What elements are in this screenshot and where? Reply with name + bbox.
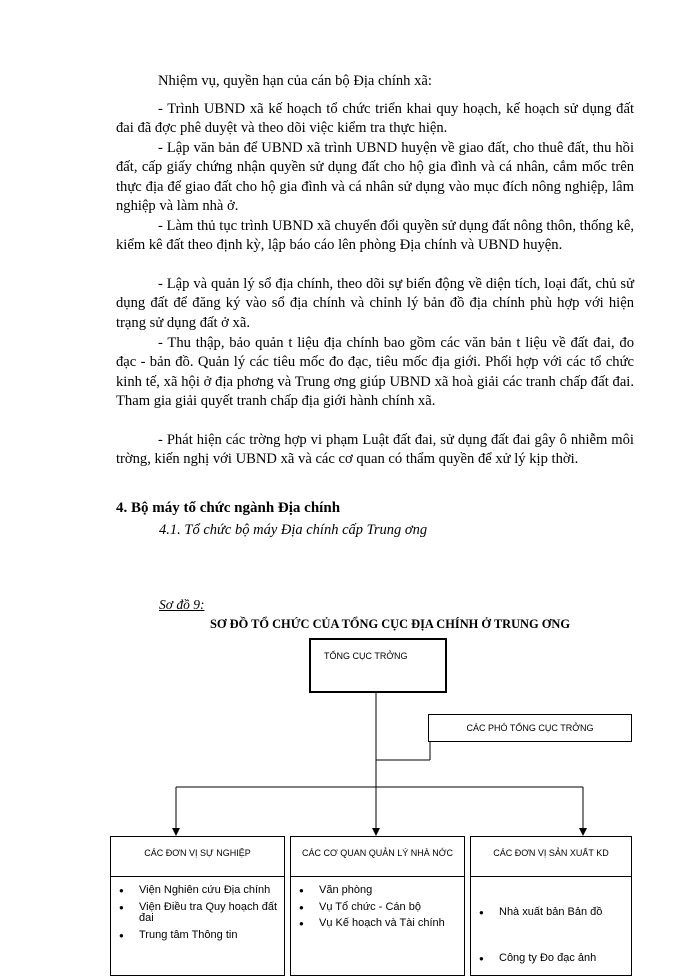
paragraph-task-1: - Trình UBND xã kế hoạch tổ chức triển khai quy hoạch, kế hoạch sử dụng đất đai đã đợc phê duyệt và theo dõi việc kiểm tra thực hiện. — [116, 101, 634, 137]
org-box-deputies — [428, 714, 632, 742]
paragraph-task-3: - Làm thủ tục trình UBND xã chuyển đổi quyền sử dụng đất nông thôn, thống kê, kiểm kê đất theo định kỳ, lập báo cáo lên phòng Địa chính và UBND huyện. — [116, 218, 634, 254]
list-item: ● Vụ Kế hoạch và Tài chính — [299, 918, 458, 930]
org-box-state-agencies-title: CÁC CƠ QUAN QUẢN LÝ NHÀ NỚC — [291, 837, 464, 877]
section-heading: 4. Bộ máy tổ chức ngành Địa chính — [116, 500, 341, 516]
list-item: ● Nhà xuất bản Bản đồ — [479, 907, 625, 919]
business-units-list — [471, 877, 631, 964]
paragraph-task-5: - Thu thập, bảo quản t liệu địa chính bao gồm các văn bản t liệu về đất đai, đo đạc - bản đồ. Quản lý các tiêu mốc đo đạc, tiêu mốc địa giới. Phối hợp với các tổ chức kinh tế, xã hội ở địa phơng và Trung ơng giúp UBND xã hoà giải các tranh chấp đất đai. Tham gia giải quyết tranh chấp địa giới hành chính xã. — [116, 335, 634, 410]
arrow-col3 — [579, 828, 587, 836]
org-box-director-general-label: TỔNG CỤC TRỞNG — [324, 651, 408, 661]
paragraph-task-2: - Lập văn bản để UBND xã trình UBND huyện về giao đất, cho thuê đất, thu hồi đất, cấp giấy chứng nhận quyền sử dụng đất cho hộ gia đình và cá nhân, cắm mốc trên thực địa để giao đất cho hộ gia đình và cá nhân sử dụng vào mục đích nông nghiệp, lâm nghiệp và làm nhà ở. — [116, 140, 634, 215]
list-item: ● Trung tâm Thông tin — [119, 930, 278, 942]
paragraph-intro: Nhiệm vụ, quyền hạn của cán bộ Địa chính xã: — [158, 73, 432, 89]
org-box-service-units — [110, 836, 285, 976]
org-box-state-agencies — [290, 836, 465, 976]
paragraph-task-4: - Lập và quản lý sổ địa chính, theo dõi sự biến động về diện tích, loại đất, chủ sử dụng đất để đăng ký vào sổ địa chính và chỉnh lý bản đồ địa chính phù hợp với hiện trạng sử dụng đất ở xã. — [116, 276, 634, 331]
state-agencies-list — [291, 877, 464, 930]
service-units-list — [111, 877, 284, 941]
list-item: ● Vụ Tổ chức - Cán bộ — [299, 902, 458, 914]
section-subheading: 4.1. Tổ chức bộ máy Địa chính cấp Trung ơng — [159, 522, 428, 538]
paragraph-task-6: - Phát hiện các trờng hợp vi phạm Luật đất đai, sử dụng đất đai gây ô nhiễm môi trờng, kiến nghị với UBND xã và các cơ quan có thẩm quyền để xử lý kịp thời. — [116, 432, 634, 468]
list-item: ● Công ty Đo đạc ảnh — [479, 953, 625, 965]
list-item: ● Văn phòng — [299, 885, 458, 897]
list-item: ● Viện Điều tra Quy hoạch đất đai — [119, 902, 278, 925]
org-box-service-units-title: CÁC ĐƠN VỊ SỰ NGHIỆP — [111, 837, 284, 877]
arrow-col2 — [372, 828, 380, 836]
org-box-deputies-label: CÁC PHÓ TỔNG CỤC TRỞNG — [466, 723, 594, 733]
org-box-business-units-title: CÁC ĐƠN VỊ SẢN XUẤT KD — [471, 837, 631, 877]
org-box-business-units — [470, 836, 632, 976]
list-item: ● Viện Nghiên cứu Địa chính — [119, 885, 278, 897]
org-box-director-general — [309, 638, 447, 693]
arrow-col1 — [172, 828, 180, 836]
diagram-label: Sơ đồ 9: — [159, 597, 205, 612]
diagram-title: SƠ ĐỒ TỔ CHỨC CỦA TỔNG CỤC ĐỊA CHÍNH Ở TRUNG ƠNG — [210, 617, 570, 631]
